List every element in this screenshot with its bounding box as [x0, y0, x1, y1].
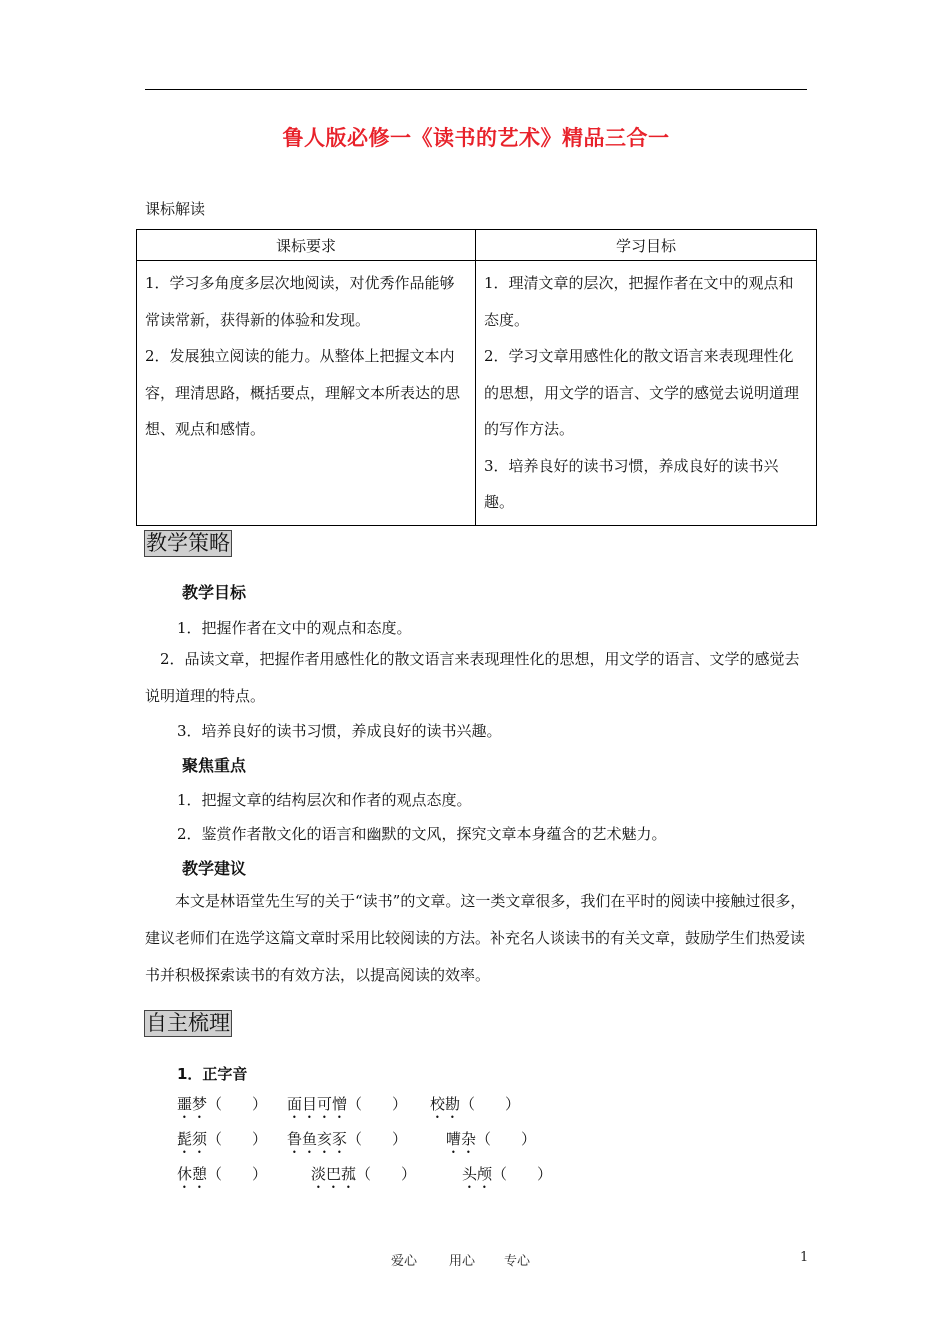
word-text: 休憩（ ） — [177, 1165, 268, 1183]
goal-line: 2．品读文章，把握作者用感性化的散文语言来表现理性化的思想，用文学的语言、文学的感觉去说明道理的特点。 — [145, 650, 800, 705]
goal-line: 3．培养良好的读书习惯，养成良好的读书兴趣。 — [177, 722, 502, 740]
goal-line: 1．把握作者在文中的观点和态度。 — [177, 619, 412, 637]
word-text: 面目可憎（ ） — [287, 1095, 408, 1113]
footer-motto-love: 爱心 — [391, 1254, 418, 1269]
focus-line: 1．把握文章的结构层次和作者的观点态度。 — [177, 791, 472, 809]
word-text: 髭须（ ） — [177, 1130, 268, 1148]
page-number: 1 — [800, 1250, 809, 1265]
header-rule — [145, 89, 807, 90]
word-text: 嘈杂（ ） — [446, 1130, 537, 1148]
section-heading-self-study: 自主梳理 — [146, 1011, 230, 1035]
word-item — [287, 1129, 407, 1157]
subheading-advice: 教学建议 — [182, 859, 247, 878]
table-header-requirements: 课标要求 — [137, 230, 476, 261]
goal-item: 3．培养良好的读书习惯，养成良好的读书兴趣。 — [484, 456, 779, 511]
requirements-cell — [137, 261, 476, 526]
subheading-pronunciation: 1．正字音 — [177, 1065, 248, 1083]
requirement-item: 2．发展独立阅读的能力。从整体上把握文本内容，理清思路，概括要点，理解文本所表达的思想、观点和感情。 — [145, 347, 461, 438]
word-text: 头颅（ ） — [462, 1165, 553, 1183]
subheading-goals: 教学目标 — [182, 583, 247, 602]
word-item — [462, 1164, 552, 1192]
word-text: 淡巴菰（ ） — [311, 1165, 417, 1183]
footer-motto-care: 用心 — [449, 1254, 476, 1269]
word-item — [430, 1094, 520, 1122]
requirement-item: 1．学习多角度多层次地阅读，对优秀作品能够常读常新，获得新的体验和发现。 — [145, 274, 455, 329]
word-text: 鲁鱼亥豕（ ） — [287, 1130, 408, 1148]
standards-table — [136, 229, 817, 526]
word-item — [311, 1164, 416, 1192]
standards-label: 课标解读 — [145, 200, 206, 218]
footer-motto-focus: 专心 — [504, 1254, 531, 1269]
advice-paragraph: 本文是林语堂先生写的关于“读书”的文章。这一类文章很多，我们在平时的阅读中接触过很多，建议老师们在选学这篇文章时采用比较阅读的方法。补充名人谈读书的有关文章，鼓励学生们热爱读书并积极探索读书的有效方法，以提高阅读的效率。 — [145, 892, 806, 984]
focus-line: 2．鉴赏作者散文化的语言和幽默的文风，探究文章本身蕴含的艺术魅力。 — [177, 825, 667, 843]
word-item — [177, 1129, 267, 1157]
document-title: 鲁人版必修一《读书的艺术》精品三合一 — [282, 126, 670, 150]
word-item — [177, 1164, 267, 1192]
subheading-focus: 聚焦重点 — [182, 756, 247, 775]
goal-item: 2．学习文章用感性化的散文语言来表现理性化的思想，用文学的语言、文学的感觉去说明道理的写作方法。 — [484, 347, 800, 438]
word-item — [446, 1129, 536, 1157]
table-header-goals: 学习目标 — [476, 230, 817, 261]
word-text: 噩梦（ ） — [177, 1095, 268, 1113]
goal-item: 1．理清文章的层次，把握作者在文中的观点和态度。 — [484, 274, 794, 329]
word-item — [287, 1094, 407, 1122]
section-heading-strategy: 教学策略 — [146, 531, 230, 555]
word-text: 校勘（ ） — [430, 1095, 521, 1113]
word-item — [177, 1094, 267, 1122]
goals-cell — [476, 261, 817, 526]
